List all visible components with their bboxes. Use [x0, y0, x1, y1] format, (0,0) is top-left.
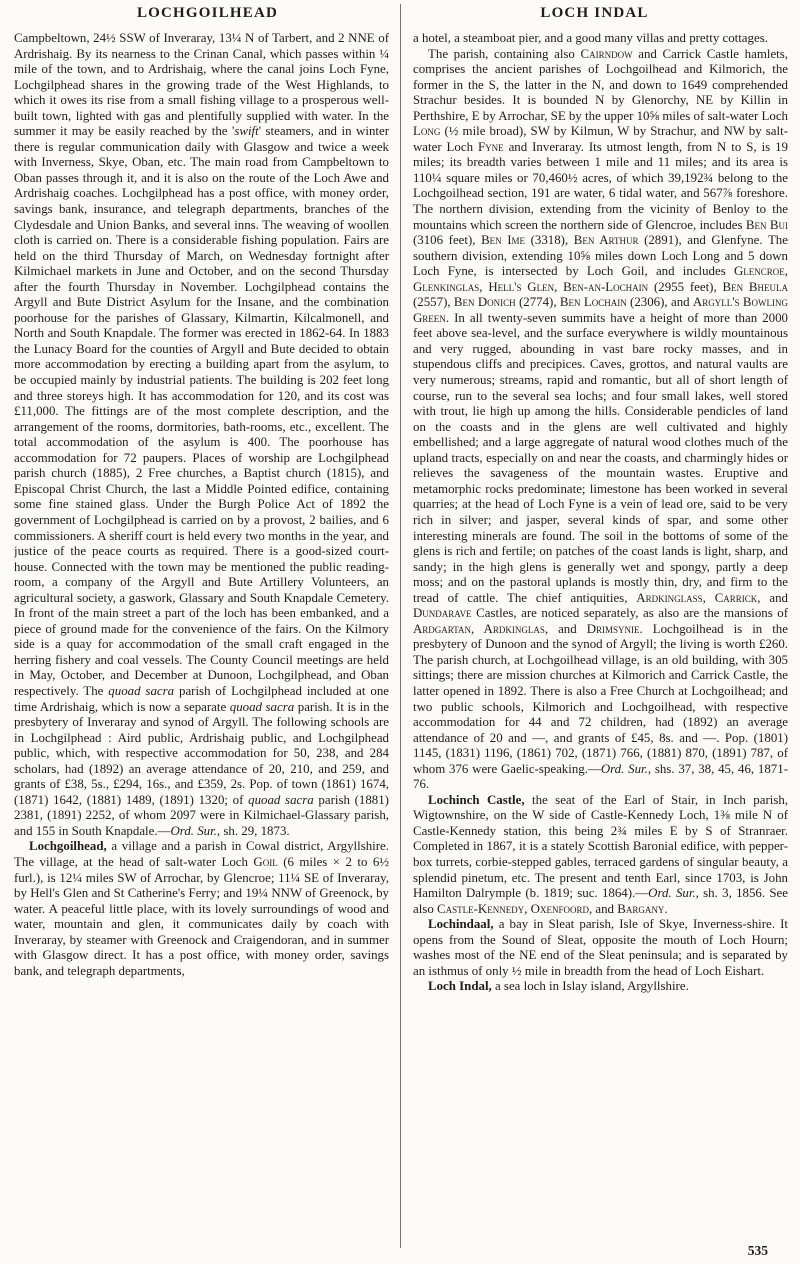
entry-lochgoilhead: Lochgoilhead, a village and a parish in Cowal district, Argyllshire. The village, at the head of salt-water Loch Goil (6 miles × 2 to 6½ furl.), is 12¼ miles SW of Arrochar, by Glencroe; 11¼ SE of Inveraray, by Hell's Glen and St Catherine's Ferry; and 19¼ NNW of Greenock, by water. A peaceful little place, with its lovely surroundings of wood and water, mountain and glen, it communicates daily by coach with Inveraray, by steamer with Greenock and Craigendoran, and in summer with Glasgow direct. It has a post office, with money order, savings bank, and telegraph departments,	[14, 839, 389, 978]
running-head-left: LOCHGOILHEAD	[136, 5, 279, 21]
entry-loch-indal: Loch Indal, a sea loch in Islay island, Argyllshire.	[428, 979, 689, 994]
entry-lochinch-castle: Lochinch Castle, the seat of the Earl of Stair, in Inch parish, Wigtownshire, on the W side of Castle-Kennedy Loch, 1⅜ mile N of Castle-Kennedy station, this being 2¾ miles E by S of Stranraer. Completed in 1867, it is a stately Scottish Baronial edifice, with pepper-box turrets, corbie-stepped gables, terraced gardens of singular beauty, a splendid pinetum, etc. The present and tenth Earl, since 1703, is John Hamilton Dalrymple (b. 1819; suc. 1864).—Ord. Sur., sh. 3, 1856. See also Castle-Kennedy, Oxenfoord, and Bargany.	[413, 792, 788, 916]
entry-lochgoilhead-parish: The parish, containing also Cairndow and Carrick Castle hamlets, comprises the ancient parishes of Lochgoilhead and Kilmorich, the former in the S, the latter in the N, and down to 1649 comprehended Strachur besides. It is bounded N by Glenorchy, NE by Killin in Perthshire, E by Arrochar, SE by the upper 10⅝ miles of salt-water Loch Long (½ mile broad), SW by Kilmun, W by Strachur, and NW by salt-water Loch Fyne and Inveraray. Its utmost length, from N to S, is 19 miles; its breadth varies between 1 mile and 11 miles; and its area is 110¼ square miles or 70,460½ acres, of which 39,192¾ belong to the Lochgoilhead section, 191 are water, 6 tidal water, and 567⅞ foreshore. The northern division, extending from the vicinity of Benloy to the mountains which screen the northern side of Glencroe, includes Ben Bui (3106 feet), Ben Ime (3318), Ben Arthur (2891), and Glenfyne. The southern division, extending 10⅝ miles down Loch Long and 5 down Loch Fyne, is intersected by Loch Goil, and includes Glencroe, Glenkinglas, Hell's Glen, Ben-an-Lochain (2955 feet), Ben Bheula (2557), Ben Donich (2774), Ben Lochain (2306), and Argyll's Bowling Green. In all twenty-seven summits have a height of more than 2000 feet above sea-level, and the surface everywhere is wildly mountainous and very rugged, abounding in vast bare rocky masses, and in stupendous cliffs and precipices. Caves, grottos, and natural vaults are very numerous; streams, rapid and romantic, but all of short length of course, run to the several sea lochs; and four small lakes, well stored with trout, lie high up among the hills. Considerable pendicles of land on the coasts and in the glens are well cultivated and highly embellished; and a large aggregate of natural wood clothes much of the upland tracts, especially on and near the coasts, and charmingly hides or relieves the savageness of the mountain wastes. Eruptive and metamorphic rocks predominate; limestone has been worked in several quarries; at the head of Loch Fyne is a vein of lead ore, said to be very rich in silver; and jasper, several kinds of spar, and some other interesting minerals are found. The soil in the bottoms of some of the glens is rich and fertile; on patches of the coast lands is light, sharp, and sandy; in the high glens is generally wet and spongy, partly a deep moss; and on the pastoral uplands is mostly thin, dry, and firm to the tread of cattle. The chief antiquities, Ardkinglass, Carrick, and Dundarave Castles, are noticed separately, as also are the mansions of Ardgartan, Ardkinglas, and Drimsynie. Lochgoilhead is in the presbytery of Dunoon and the synod of Argyll; the living is worth £260. The parish church, at Lochgoilhead village, is an old building, with 305 sittings; there are mission churches at Kilmorich and Carrick Castle, the latter opened in 1892. There is also a Free Church at Lochgoilhead; and two public schools, Kilmorich and Lochgoilhead, with respective accommodation for 44 and 72 children, had (1892) an average attendance of 20 and —, and grants of £45, 8s. and —. Pop. (1801) 1145, (1831) 1196, (1861) 702, (1871) 766, (1881) 870, (1891) 787, of whom 376 were Gaelic-speaking.—Ord. Sur., shs. 37, 38, 45, 46, 1871-76.	[413, 46, 788, 792]
page-number: 535	[747, 1243, 768, 1258]
entry-lochindaal: Lochindaal, a bay in Sleat parish, Isle of Skye, Inverness-shire. It opens from the Sound of Sleat, opposite the mouth of Loch Hourn; washes most of the NE end of the Sleat peninsula; and is separated by an isthmus of only ½ mile in breadth from the head of Loch Eishart.	[413, 917, 788, 978]
entry-lochgilphead-continuation: Campbeltown, 24½ SSW of Inveraray, 13¼ N of Tarbert, and 2 NNE of Ardrishaig. By its nearness to the Crinan Canal, which passes within ¼ mile of the town, and to Ardrishaig, where the canal joins Loch Fyne, Lochgilphead shares in the growing trade of the West Highlands, to which it owes its rise from a small fishing village to a prosperous well-built town, lighted with gas and plentifully supplied with water. In the summer it may be easily reached by the 'swift' steamers, and in winter there is regular communication daily with Glasgow and twice a week with Inverness, Skye, Oban, etc. The main road from Campbeltown to Oban passes through it, and it is also on the route of the Loch Awe and Ardrishaig coaches. Lochgilphead has a post office, with money order, savings bank, insurance, and telegraph departments, branches of the Clydesdale and Union Banks, and several inns. The weaving of woollen cloth is carried on. There is a considerable fishing population. Fairs are held on the third Thursday of March, on Wednesday fortnight after Kilmichael markets in June and October, and on the second Thursday after the fourth Thursday in November. Lochgilphead contains the Argyll and Bute District Asylum for the Insane, and the combination poorhouse for the parishes of Glassary, Kilmartin, Kilcalmonell, and North and South Knapdale. The former was erected in 1862-64. In 1883 the Lunacy Board for the counties of Argyll and Bute decided to obtain more accommodation by erecting a building apart from the asylum, to be occupied mainly by industrial patients. The building is 202 feet long and three storeys high. It has accommodation for 120, and its cost was £11,000. The fittings are of the most complete description, and the arrangement of the rooms, dormitories, bath-rooms, etc., excellent. The total accommodation of the asylum is 400. The poorhouse has accommodation for 72 paupers. Places of worship are Lochgilphead parish church (1885), 2 Free churches, a Baptist church (1815), and Episcopal Christ Church, the last a Middle Pointed edifice, containing some fine stained glass. Under the Burgh Police Act of 1892 the government of Lochgilphead is carried on by a provost, 2 bailies, and 6 commissioners. A sheriff court is held every two months in the year, and justice of the peace courts as required. There is a good-sized court-house. Connected with the town may be mentioned the public reading-room, a company of the Argyll and Bute Artillery Volunteers, an agricultural society, a gaswork, Glassary and South Knapdale Cemetery. In front of the main street a part of the loch has been embanked, and a piece of ground made for the convenience of the fairs. On the Kilmory side is a quay for accommodation of the small craft engaged in the herring fishery and coal vessels. The County Council meetings are held in May, October, and December at Dunoon, Lochgilphead, and Oban respectively. The quoad sacra parish of Lochgilphead included at one time Ardrishaig, which is now a separate quoad sacra parish. It is in the presbytery of Inveraray and synod of Argyll. The following schools are in Lochgilphead : Aird public, Ardrishaig public, and Lochgilphead public, which, with respective accommodation for 50, 238, and 284 scholars, had (1892) an average attendance of 20, 210, and 259, and grants of £38, 5s., £294, 16s., and £359, 2s. Pop. of town (1861) 1674, (1871) 1642, (1881) 1489, (1891) 1320; of quoad sacra parish (1881) 2381, (1891) 2252, of whom 2097 were in Kilmichael-Glassary parish, and 155 in South Knapdale.—Ord. Sur., sh. 29, 1873.	[14, 31, 389, 838]
running-head-right: LOCH INDAL	[540, 5, 649, 21]
left-column	[14, 31, 389, 1241]
entry-lochgoilhead-continuation: a hotel, a steamboat pier, and a good many villas and pretty cottages.	[413, 31, 768, 45]
column-divider-rule	[400, 4, 401, 1248]
right-column	[413, 31, 788, 1241]
